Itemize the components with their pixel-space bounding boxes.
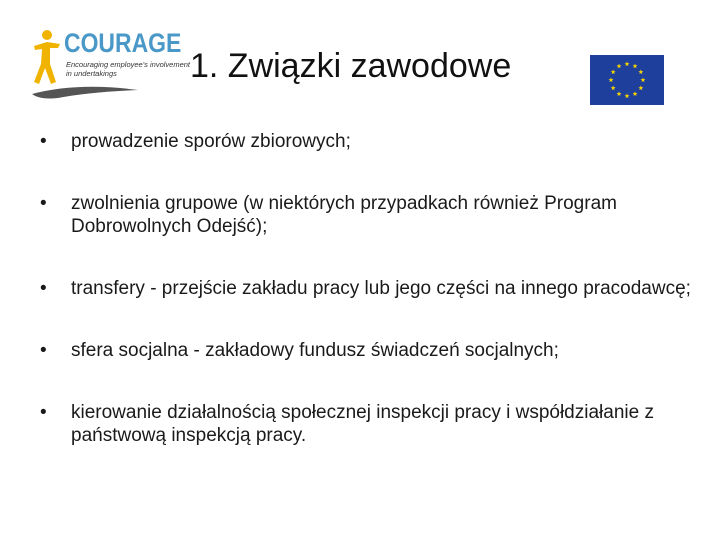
bullet-item	[40, 277, 700, 300]
eu-flag-icon	[590, 55, 664, 105]
eu-star-icon	[625, 61, 630, 66]
bullet-icon: •	[40, 340, 47, 361]
bullet-text: kierowanie działalnością społecznej inspekcji pracy i współdziałanie z państwową inspekcją pracy.	[71, 402, 654, 446]
bullet-item	[40, 192, 700, 238]
bullet-icon: •	[40, 131, 47, 152]
bullet-list	[40, 126, 700, 447]
eu-star-icon	[617, 64, 622, 69]
eu-star-icon	[611, 85, 616, 90]
courage-logo	[28, 24, 191, 100]
bullet-text: sfera socjalna - zakładowy fundusz świadczeń socjalnych;	[71, 340, 559, 361]
eu-star-icon	[625, 93, 630, 98]
bullet-text: transfery - przejście zakładu pracy lub jego części na innego pracodawcę;	[71, 278, 691, 299]
bullet-text: zwolnienia grupowe (w niektórych przypadkach również Program Dobrowolnych Odejść);	[71, 193, 617, 237]
bullet-icon: •	[40, 193, 47, 214]
eu-star-icon	[638, 85, 643, 90]
eu-star-icon	[609, 77, 614, 82]
bullet-item	[40, 339, 700, 362]
bullet-icon: •	[40, 402, 47, 423]
eu-star-icon	[633, 64, 638, 69]
eu-star-icon	[641, 77, 646, 82]
eu-star-icon	[638, 69, 643, 74]
eu-star-icon	[611, 69, 616, 74]
page-title: 1. Związki zawodowe	[190, 47, 512, 85]
logo-wordmark: COURAGE	[64, 28, 182, 58]
bullet-text: prowadzenie sporów zbiorowych;	[71, 131, 351, 152]
eu-star-icon	[633, 91, 638, 96]
bullet-icon: •	[40, 278, 47, 299]
eu-star-icon	[617, 91, 622, 96]
bullet-item	[40, 401, 700, 447]
bullet-item	[40, 130, 700, 153]
logo-tagline: Encouraging employee's involvement in undertakings	[66, 60, 191, 78]
